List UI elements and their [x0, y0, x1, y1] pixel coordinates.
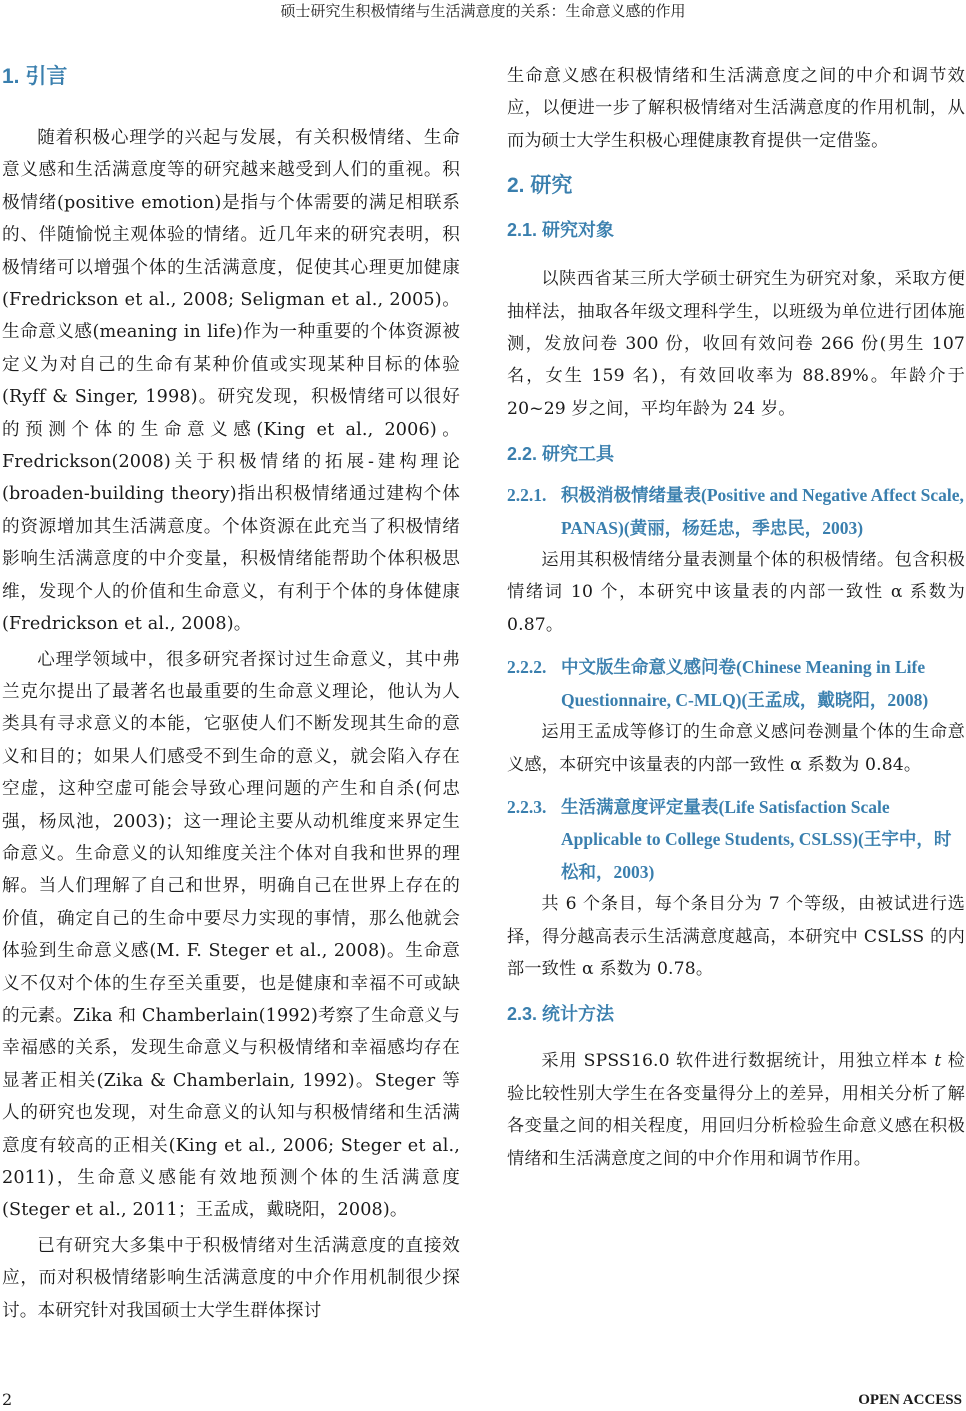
instrument-paragraph-panas: 运用其积极情绪分量表测量个体的积极情绪。包含积极情绪词 10 个，本研究中该量表的内部一致性 α 系数为 0.87。 [507, 550, 965, 635]
statistics-paragraph [507, 1045, 965, 1175]
statistics-text-part-2: 检验比较性别大学生在各变量得分上的差异，用相关分析了解各变量之间的相关程度，用回归分析检验生命意义感在积极情绪和生活满意度之间的中介作用和调节作用。 [507, 1051, 966, 1169]
page-number: 2 [2, 1390, 13, 1409]
participants-paragraph: 以陕西省某三所大学硕士研究生为研究对象，采取方便抽样法，抽取各年级文理科学生，以班级为单位进行团体施测，发放问卷 300 份，收回有效问卷 266 份(男生 107 名，女生 159 名)，有效回收率为 88.89%。年龄介于 20~29 岁之间，平均年龄为 24 岁。 [507, 269, 965, 419]
intro-paragraph-3: 已有研究大多集中于积极情绪对生活满意度的直接效应，而对积极情绪影响生活满意度的中介作用机制很少探讨。本研究针对我国硕士大学生群体探讨 [2, 1235, 460, 1321]
instrument-heading-cmlq [507, 651, 965, 716]
instrument-number: 2.2.3. [507, 796, 547, 817]
subsection-heading-instruments: 2.2. 研究工具 [507, 444, 615, 465]
instrument-paragraph-cslss: 共 6 个条目，每个条目分为 7 个等级，由被试进行选择，得分越高表示生活满意度越高，本研究中 CSLSS 的内部一致性 α 系数为 0.78。 [507, 894, 965, 979]
instrument-paragraph-cmlq: 运用王孟成等修订的生命意义感问卷测量个体的生命意义感，本研究中该量表的内部一致性 α 系数为 0.84。 [507, 722, 965, 775]
instrument-heading-panas [507, 479, 965, 544]
statistics-text-part-1: 采用 SPSS16.0 软件进行数据统计，用独立样本 [541, 1051, 935, 1072]
instrument-title: 生活满意度评定量表(Life Satisfaction Scale Applicable to College Students, CSLSS)(王宇中，时松和，2003) [561, 796, 952, 882]
section-heading-study: 2. 研究 [507, 174, 573, 198]
instrument-number: 2.2.2. [507, 657, 547, 678]
section-heading-introduction: 1. 引言 [2, 65, 68, 88]
open-access-label: OPEN ACCESS [858, 1392, 962, 1408]
subsection-heading-statistics: 2.3. 统计方法 [507, 1004, 615, 1025]
instrument-title: 中文版生命意义感问卷(Chinese Meaning in Life Questionnaire, C-MLQ)(王孟成，戴晓阳，2008) [561, 657, 929, 710]
instrument-heading-cslss [507, 791, 965, 888]
intro-paragraph-3-continued: 生命意义感在积极情绪和生活满意度之间的中介和调节效应，以便进一步了解积极情绪对生活满意度的作用机制，从而为硕士大学生积极心理健康教育提供一定借鉴。 [507, 66, 965, 151]
right-column [507, 50, 965, 1175]
intro-paragraph-2: 心理学领域中，很多研究者探讨过生命意义，其中弗兰克尔提出了最著名也最重要的生命意义理论，他认为人类具有寻求意义的本能，它驱使人们不断发现其生命的意义和目的；如果人们感受不到生命的意义，就会陷入存在空虚，这种空虚可能会导致心理问题的产生和自杀(何忠强，杨凤池，2003)；这一理论主要从动机维度来界定生命意义。生命意义的认知维度关注个体对自我和世界的理解。当人们理解了自己和世界，明确自己在世界上存在的价值，确定自己的生命中要尽力实现的事情，那么他就会体验到生命意义感(M. F. Steger et al., 2008)。生命意义不仅对个体的生存至关重要，也是健康和幸福不可或缺的元素。Zika 和 Chamberlain(1992)考察了生命意义与幸福感的关系，发现生命意义与积极情绪和幸福感均存在显著正相关(Zika & Chamberlain, 1992)。Steger 等人的研究也发现，对生命意义的认知与积极情绪和生活满意度有较高的正相关(King et al., 2006; Steger et al., 2011)，生命意义感能有效地预测个体的生活满意度(Steger et al., 2011；王孟成，戴晓阳，2008)。 [2, 649, 460, 1221]
subsection-heading-participants: 2.1. 研究对象 [507, 220, 615, 241]
running-header: 硕士研究生积极情绪与生活满意度的关系：生命意义感的作用 [280, 2, 686, 20]
t-test-symbol: t [934, 1051, 942, 1072]
left-column [2, 50, 460, 1327]
intro-paragraph-1: 随着积极心理学的兴起与发展，有关积极情绪、生命意义感和生活满意度等的研究越来越受到人们的重视。积极情绪(positive emotion)是指与个体需要的满足相联系的、伴随愉悦主观体验的情绪。近几年来的研究表明，积极情绪可以增强个体的生活满意度，促使其心理更加健康(Fredrickson et al., 2008; Seligman et al., 2005)。生命意义感(meaning in life)作为一种重要的个体资源被定义为对自己的生命有某种价值或实现某种目标的体验(Ryff & Singer, 1998)。研究发现，积极情绪可以很好的预测个体的生命意义感(King et al., 2006)。Fredrickson(2008)关于积极情绪的拓展-建构理论(broaden-building theory)指出积极情绪通过建构个体的资源增加其生活满意度。个体资源在此充当了积极情绪影响生活满意度的中介变量，积极情绪能帮助个体积极思维，发现个人的价值和生命意义，有利于个体的身体健康(Fredrickson et al., 2008)。 [2, 128, 460, 635]
instrument-number: 2.2.1. [507, 485, 547, 506]
instrument-title: 积极消极情绪量表(Positive and Negative Affect Scale, PANAS)(黄丽，杨廷忠，季忠民，2003) [561, 485, 964, 538]
